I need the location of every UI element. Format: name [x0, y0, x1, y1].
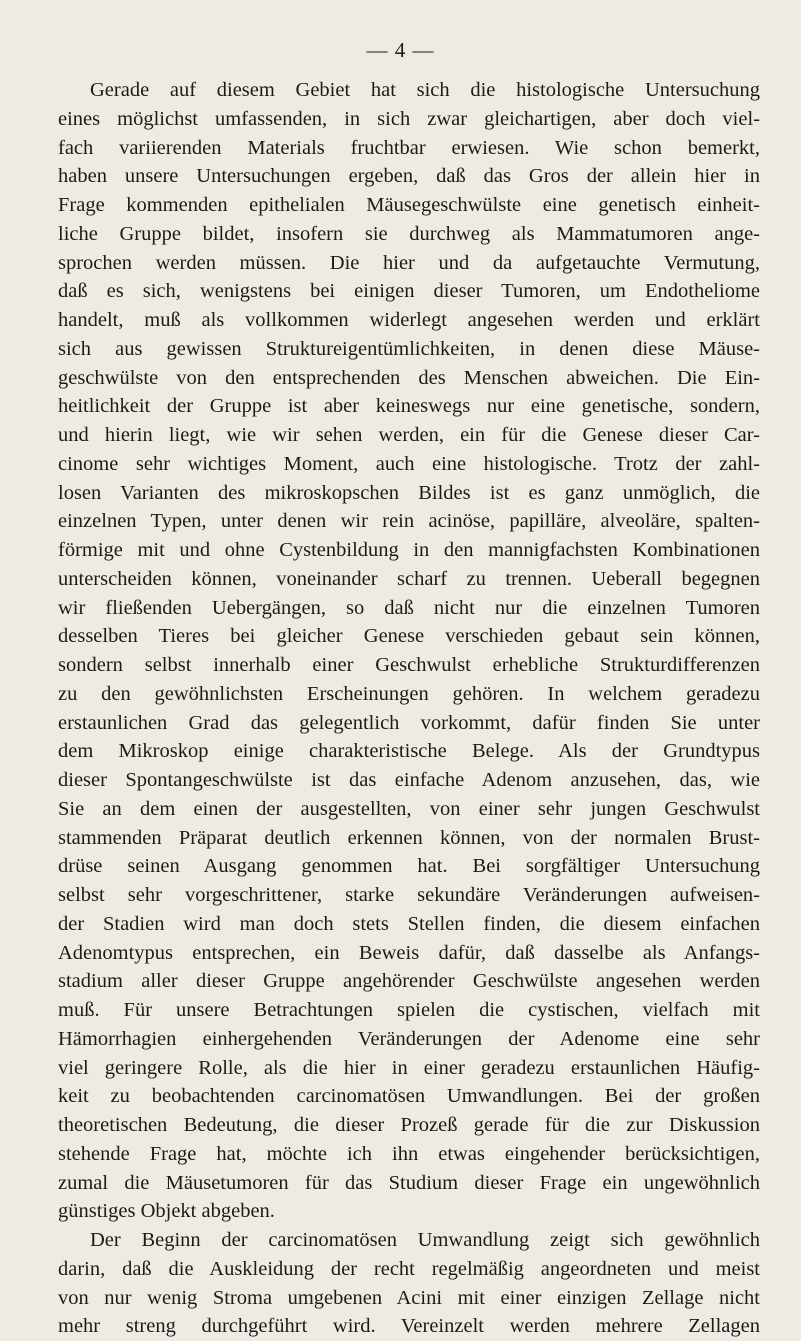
text-line: selbst sehr vorgeschrittener, starke sekundäre Veränderungen aufweisen-	[58, 884, 760, 906]
page-number: — 4 —	[366, 38, 435, 62]
text-line: haben unsere Untersuchungen ergeben, daß das Gros der allein hier in	[58, 165, 760, 188]
text-line: Sie an dem einen der ausgestellten, von einer sehr jungen Geschwulst	[58, 797, 760, 820]
text-line: erstaunlichen Grad das gelegentlich vorkommt, dafür finden Sie unter	[58, 711, 760, 734]
text-line: Frage kommenden epithelialen Mäusegeschwülste eine genetisch einheit-	[58, 194, 760, 216]
text-line: stammenden Präparat deutlich erkennen können, von der normalen Brust-	[58, 826, 760, 849]
text-line: desselben Tieres bei gleicher Genese verschieden gebaut sein können,	[58, 625, 760, 648]
text-line: förmige mit und ohne Cystenbildung in den mannigfachsten Kombinationen	[58, 539, 760, 561]
text-line: zumal die Mäusetumoren für das Studium dieser Frage ein ungewöhnlich	[58, 1171, 760, 1194]
text-line: eines möglichst umfassenden, in sich zwar gleichartigen, aber doch viel-	[58, 107, 760, 130]
text-line: von nur wenig Stroma umgebenen Acini mit einer einzigen Zellage nicht	[58, 1286, 760, 1309]
text-line: liche Gruppe bildet, insofern sie durchweg als Mammatumoren ange-	[58, 222, 760, 245]
text-line: einzelnen Typen, unter denen wir rein acinöse, papilläre, alveoläre, spalten-	[58, 510, 760, 533]
text-line: Der Beginn der carcinomatösen Umwandlung zeigt sich gewöhnlich	[90, 1229, 760, 1251]
text-line: drüse seinen Ausgang genommen hat. Bei sorgfältiger Untersuchung	[58, 855, 760, 878]
text-line: mehr streng durchgeführt wird. Vereinzelt werden mehrere Zellagen	[58, 1315, 760, 1338]
text-line: viel geringere Rolle, als die hier in einer geradezu erstaunlichen Häufig-	[58, 1056, 760, 1079]
text-line: und hierin liegt, wie wir sehen werden, ein für die Genese dieser Car-	[58, 424, 760, 446]
text-line: losen Varianten des mikroskopschen Bildes ist es ganz unmöglich, die	[58, 481, 760, 504]
text-line: sprochen werden müssen. Die hier und da aufgetauchte Vermutung,	[58, 251, 760, 274]
text-line: stehende Frage hat, möchte ich ihn etwas eingehender berücksichtigen,	[58, 1142, 760, 1165]
text-line: sondern selbst innerhalb einer Geschwulst erhebliche Strukturdifferenzen	[58, 654, 760, 676]
body-text	[58, 76, 760, 1341]
text-line: sich aus gewissen Struktureigentümlichkeiten, in denen diese Mäuse-	[58, 337, 760, 360]
text-line: geschwülste von den entsprechenden des Menschen abweichen. Die Ein-	[58, 366, 760, 389]
text-line: Gerade auf diesem Gebiet hat sich die histologische Untersuchung	[90, 79, 760, 101]
text-line: zu den gewöhnlichsten Erscheinungen gehören. In welchem geradezu	[58, 682, 760, 705]
text-line: fach variierenden Materials fruchtbar erwiesen. Wie schon bemerkt,	[58, 136, 760, 159]
text-line: günstiges Objekt abgeben.	[58, 1200, 275, 1223]
text-line: muß. Für unsere Betrachtungen spielen die cystischen, vielfach mit	[58, 999, 760, 1021]
text-line: keit zu beobachtenden carcinomatösen Umwandlungen. Bei der großen	[58, 1085, 760, 1108]
text-line: der Stadien wird man doch stets Stellen finden, die diesem einfachen	[58, 912, 760, 935]
text-line: cinome sehr wichtiges Moment, auch eine histologische. Trotz der zahl-	[58, 452, 760, 475]
text-line: daß es sich, wenigstens bei einigen dieser Tumoren, um Endotheliome	[58, 280, 760, 303]
text-line: dieser Spontangeschwülste ist das einfache Adenom anzusehen, das, wie	[58, 769, 760, 791]
text-line: heitlichkeit der Gruppe ist aber keineswegs nur eine genetische, sondern,	[58, 395, 760, 418]
text-line: unterscheiden können, voneinander scharf zu trennen. Ueberall begegnen	[58, 567, 760, 590]
text-line: darin, daß die Auskleidung der recht regelmäßig angeordneten und meist	[58, 1257, 760, 1280]
text-line: handelt, muß als vollkommen widerlegt angesehen werden und erklärt	[58, 309, 760, 331]
text-line: Adenomtypus entsprechen, ein Beweis dafür, daß dasselbe als Anfangs-	[58, 941, 760, 964]
text-line: stadium aller dieser Gruppe angehörender Geschwülste angesehen werden	[58, 970, 760, 993]
text-line: Hämorrhagien einhergehenden Veränderungen der Adenome eine sehr	[58, 1027, 760, 1050]
text-line: wir fließenden Uebergängen, so daß nicht nur die einzelnen Tumoren	[58, 596, 760, 619]
text-line: dem Mikroskop einige charakteristische Belege. Als der Grundtypus	[58, 740, 760, 763]
text-line: theoretischen Bedeutung, die dieser Prozeß gerade für die zur Diskussion	[58, 1114, 760, 1136]
